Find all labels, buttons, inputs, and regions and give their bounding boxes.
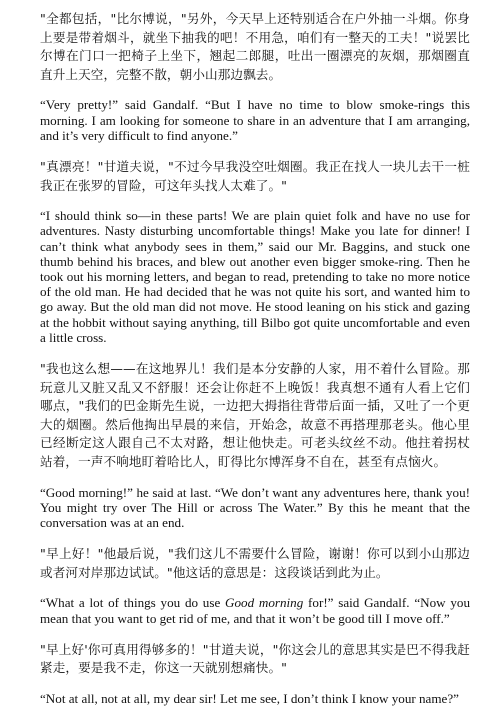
paragraph-zh-2: "真漂亮！"甘道夫说，"不过今早我没空吐烟圈。我正在找人一块儿去干一桩我正在张罗的冒险，可这年头找人太难了。" (40, 158, 470, 193)
paragraph-en-1: “Very pretty!” said Gandalf. “But I have no time to blow smoke-rings this morning. I am looking for someone to share in an adventure that I am arranging, and it’s very difficult to find anyone.” (40, 97, 470, 143)
paragraph-zh-5: "早上好'你可真用得够多的！"甘道夫说，"你这会儿的意思其实是巴不得我赶紧走，要是我不走，你这一天就别想痛快。" (40, 641, 470, 676)
paragraph-en-4-italic: Good morning (225, 595, 304, 611)
paragraph-en-3: “Good morning!” he said at last. “We don’t want any adventures here, thank you! You might try over The Hill or across The Water.” By this he meant that the conversation was at an end. (40, 484, 470, 530)
paragraph-zh-1: "全都包括，"比尔博说，"另外，今天早上还特别适合在户外抽一斗烟。你身上要是带着烟斗，就坐下抽我的吧！不用急，咱们有一整天的工夫！"说罢比尔博在门口一把椅子上坐下，翘起二郎腿，吐出一圈漂亮的灰烟，那烟圈直直升上天空，完整不散，朝小山那边飘去。 (40, 11, 470, 82)
paragraph-en-4-start: “What a lot of things you do use (40, 595, 226, 611)
paragraph-zh-4: "早上好！"他最后说，"我们这儿不需要什么冒险，谢谢！你可以到小山那边或者河对岸那边试试。"他这话的意思是：这段谈话到此为止。 (40, 546, 470, 580)
paragraph-en-4 (40, 595, 470, 625)
paragraph-en-4-end: for!” said Gandalf. “Now you mean that you want to get rid of me, and that it won’t be good till I move off.” (40, 595, 470, 626)
paragraph-en-5: “Not at all, not at all, my dear sir! Let me see, I don’t think I know your name?” (40, 690, 459, 706)
paragraph-en-2: “I should think so—in these parts! We are plain quiet folk and have no use for adventures. Nasty disturbing uncomfortable things! Make you late for dinner! I can’t think what anybody sees in them,” said our Mr. Baggins, and stuck one thumb behind his braces, and blew out another even bigger smoke-ring. Then he took out his morning letters, and began to read, pretending to take no more notice of the old man. He had decided that he was not quite his sort, and wanted him to go away. But the old man did not move. He stood leaning on his stick and gazing at the hobbit without saying anything, till Bilbo got quite uncomfortable and even a little cross. (40, 208, 470, 345)
paragraph-zh-3: "我也这么想——在这地界儿！我们是本分安静的人家，用不着什么冒险。那玩意儿又脏又乱又不舒服！还会让你赶不上晚饭！我真想不通有人看上它们哪点，"我们的巴金斯先生说，一边把大拇指往背带后面一插，又吐了一个更大的烟圈。然后他掏出早晨的来信，开始念，故意不再搭理那老头。他心里已经断定这人跟自己不太对路，想让他快走。可老头纹丝不动。他拄着拐杖站着，一声不响地盯着哈比人，盯得比尔博浑身不自在，甚至有点恼火。 (40, 361, 470, 469)
